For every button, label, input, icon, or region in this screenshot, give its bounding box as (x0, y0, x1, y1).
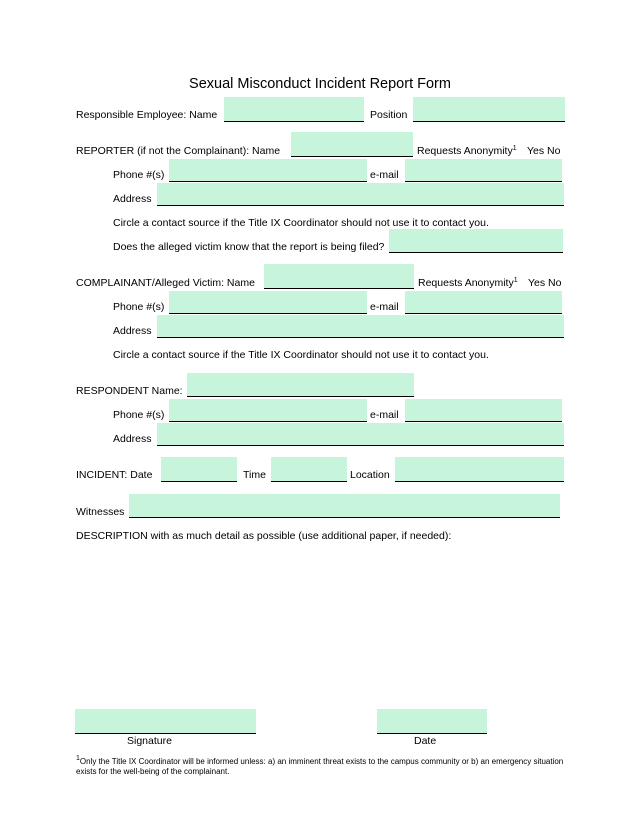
respondent-phone-label: Phone #(s) (113, 409, 165, 421)
incident-time-label: Time (243, 469, 266, 481)
complainant-anonymity (418, 277, 518, 290)
reporter-email-field[interactable] (405, 159, 562, 182)
complainant-phone-field[interactable] (169, 291, 367, 314)
respondent-phone-field[interactable] (169, 399, 367, 422)
form-title: Sexual Misconduct Incident Report Form (189, 76, 451, 92)
complainant-anonymity-label: Requests Anonymity (418, 277, 514, 289)
reporter-anonymity-footnote-mark: 1 (512, 145, 517, 152)
incident-time-field[interactable] (271, 457, 347, 482)
complainant-email-field[interactable] (405, 291, 562, 314)
respondent-address-field[interactable] (157, 423, 564, 446)
reporter-phone-field[interactable] (169, 159, 367, 182)
reporter-anonymity-yes-no[interactable]: Yes No (527, 145, 561, 157)
incident-location-label: Location (350, 469, 390, 481)
footnote-text: Only the Title IX Coordinator will be informed unless: a) an imminent threat exists to the campus community or b) an emergency situation exists for the well-being of the complainant. (76, 757, 564, 776)
victim-know-question: Does the alleged victim know that the report is being filed? (113, 241, 385, 253)
description-label: DESCRIPTION with as much detail as possible (use additional paper, if needed): (76, 530, 452, 542)
description-area[interactable] (76, 546, 564, 696)
signature-field[interactable] (75, 709, 256, 734)
complainant-anonymity-yes-no[interactable]: Yes No (528, 277, 562, 289)
reporter-address-label: Address (113, 193, 152, 205)
complainant-address-label: Address (113, 325, 152, 337)
footnote-mark: 1 (76, 755, 80, 762)
complainant-circle-note: Circle a contact source if the Title IX Coordinator should not use it to contact you. (113, 349, 489, 361)
respondent-address-label: Address (113, 433, 152, 445)
responsible-employee-name-field[interactable] (224, 97, 364, 122)
reporter-email-label: e-mail (370, 169, 399, 181)
reporter-anonymity-label: Requests Anonymity (417, 145, 513, 157)
position-field[interactable] (413, 97, 565, 122)
incident-date-field[interactable] (161, 457, 237, 482)
reporter-name-field[interactable] (291, 132, 413, 157)
date-label: Date (414, 735, 437, 747)
complainant-address-field[interactable] (157, 315, 564, 338)
complainant-name-label: COMPLAINANT/Alleged Victim: Name (76, 277, 255, 289)
reporter-address-field[interactable] (157, 183, 564, 206)
respondent-email-label: e-mail (370, 409, 399, 421)
complainant-anonymity-footnote-mark: 1 (513, 277, 518, 284)
respondent-email-field[interactable] (405, 399, 562, 422)
date-field[interactable] (377, 709, 487, 734)
incident-location-field[interactable] (395, 457, 564, 482)
reporter-phone-label: Phone #(s) (113, 169, 165, 181)
footnote (76, 757, 576, 777)
complainant-email-label: e-mail (370, 301, 399, 313)
reporter-anonymity (417, 145, 517, 158)
witnesses-label: Witnesses (76, 506, 125, 518)
respondent-name-field[interactable] (187, 373, 414, 397)
reporter-name-label: REPORTER (if not the Complainant): Name (76, 145, 281, 157)
respondent-name-label: RESPONDENT Name: (76, 385, 183, 397)
incident-date-label: INCIDENT: Date (76, 469, 153, 481)
signature-label: Signature (127, 735, 172, 747)
complainant-phone-label: Phone #(s) (113, 301, 165, 313)
reporter-circle-note: Circle a contact source if the Title IX Coordinator should not use it to contact you. (113, 217, 489, 229)
witnesses-field[interactable] (129, 494, 560, 518)
victim-know-field[interactable] (389, 229, 563, 253)
responsible-employee-label: Responsible Employee: Name (76, 109, 218, 121)
complainant-name-field[interactable] (264, 264, 414, 289)
position-label: Position (370, 109, 408, 121)
